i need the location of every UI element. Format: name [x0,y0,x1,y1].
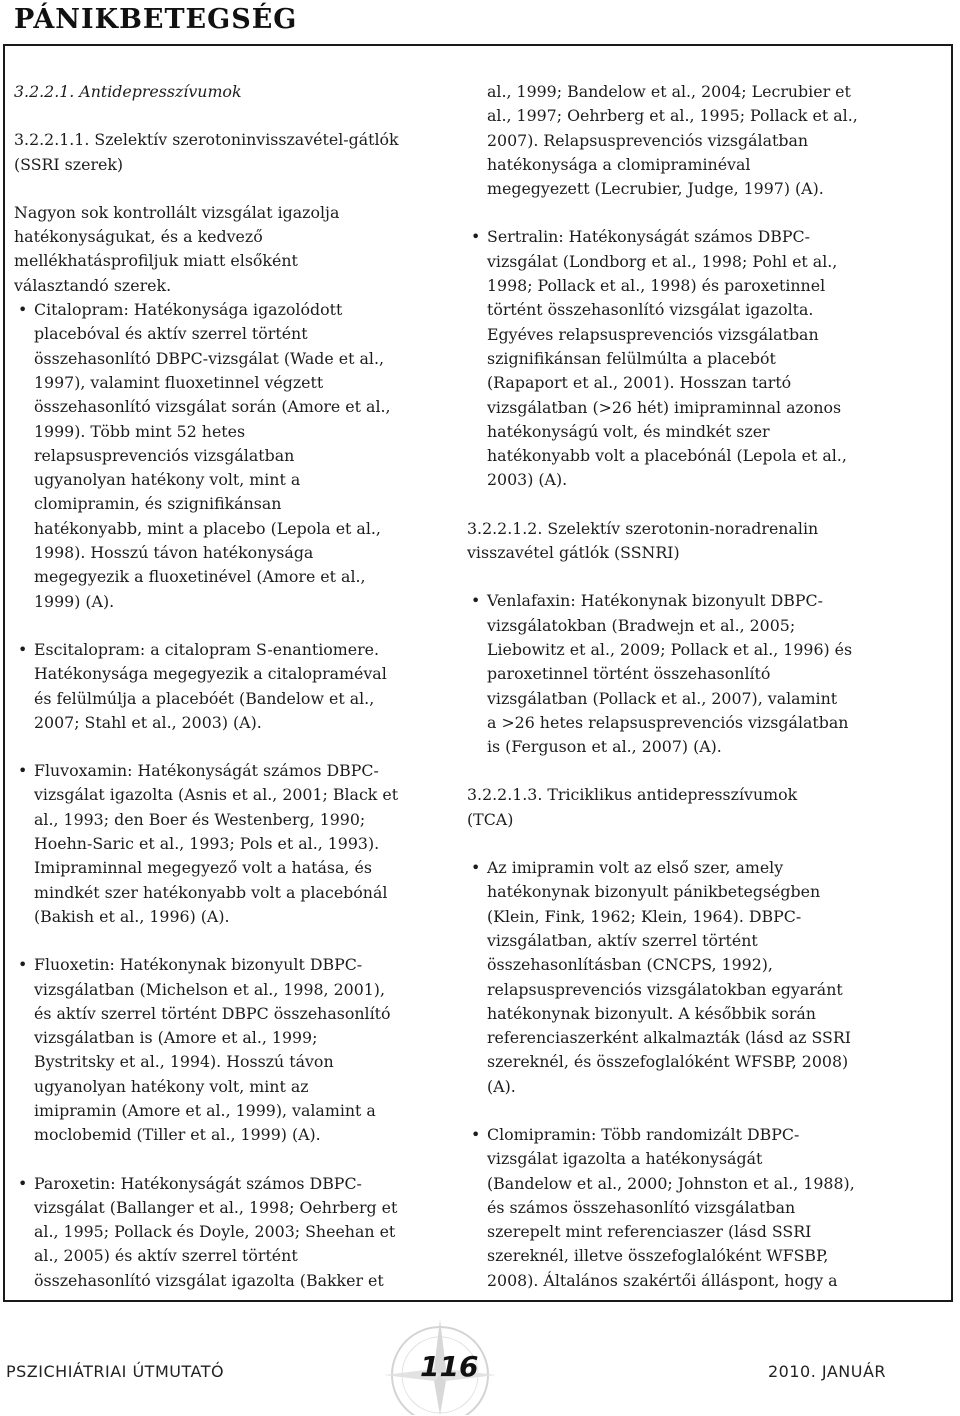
page-number: 116 [420,1350,479,1383]
section-heading-ssri: 3.2.2.1.1. Szelektív szerotoninvisszavétel-gátlók (SSRI szerek) [14,130,399,174]
bullet-venlafaxin: • Venlafaxin: Hatékonynak bizonyult DBPC- vizsgálatokban (Bradwejn et al., 2005; Liebowitz et al., 2009; Pollack et al., 1996) és paroxetinnel történt összehasonlító vizsgálatban (Pollack et al., 2007), valamint a >26 hetes relapsusprevenciós vizsgálatban is (Ferguson et al., 2007) (A). [467,589,945,759]
section-heading-antidepressants: 3.2.2.1. Antidepresszívumok [14,82,242,101]
page-header [8,0,952,44]
paroxetin-continuation: al., 1999; Bandelow et al., 2004; Lecrubier et al., 1997; Oehrberg et al., 1995; Pollack et al., 2007). Relapsusprevenciós vizsgálatban hatékonysága a clomipraminéval megegyezett (Lecrubier, Judge, 1997) (A). [487,82,858,199]
left-column [14,80,454,1293]
bullet-escitalopram: • Escitalopram: a citalopram S-enantiomere. Hatékonysága megegyezik a citalopraméval és felülmúlja a placebóét (Bandelow et al., 2007; Stahl et al., 2003) (A). [14,638,454,735]
bullet-sertralin: • Sertralin: Hatékonyságát számos DBPC- vizsgálat (Londborg et al., 1998; Pohl et al., 1998; Pollack et al., 1998) és paroxetinnel történt összehasonlító vizsgálat igazolta. Egyéves relapsusprevenciós vizsgálatban szignifikánsan felülmúlta a placebót (Rapaport et al., 2001). Hosszan tartó vizsgálatban (>26 hét) imipraminnal azonos hatékonyságú volt, és mindkét szer hatékonyabb volt a placebónál (Lepola et al., 2003) (A). [467,225,945,492]
intro-paragraph: Nagyon sok kontrollált vizsgálat igazolja hatékonyságukat, és a kedvező mellékhatásprofiljuk miatt elsőként választandó szerek. [14,202,340,295]
section-heading-snri: 3.2.2.1.2. Szelektív szerotonin-noradrenalin visszavétel gátlók (SSNRI) [467,518,819,563]
bullet-citalopram: • Citalopram: Hatékonysága igazolódott placebóval és aktív szerrel történt összehasonlító DBPC-vizsgálat (Wade et al., 1997), valamint fluoxetinnel végzett összehasonlító vizsgálat során (Amore et al., 1999). Több mint 52 hetes relapsusprevenciós vizsgálatban ugyanolyan hatékony volt, mint a clomipramin, és szignifikánsan hatékonyabb, mint a placebo (Lepola et al., 1998). Hosszú távon hatékonysága megegyezik a fluoxetinével (Amore et al., 1999) (A). [14,298,454,614]
footer-publication: PSZICHIÁTRIAI ÚTMUTATÓ [6,1362,225,1381]
bullet-fluvoxamin: • Fluvoxamin: Hatékonyságát számos DBPC- vizsgálat igazolta (Asnis et al., 2001; Black et al., 1993; den Boer és Westenberg, 1990; Hoehn-Saric et al., 1993; Pols et al., 1993). Imipraminnal megegyező volt a hatása, és mindkét szer hatékonyabb volt a placebónál (Bakish et al., 1996) (A). [14,759,454,929]
right-column [467,80,945,1293]
bullet-clomipramin: • Clomipramin: Több randomizált DBPC- vizsgálat igazolta a hatékonyságát (Bandelow et al., 2000; Johnston et al., 1988), és számos összehasonlító vizsgálatban szerepelt mint referenciaszer (lásd SSRI szereknél, illetve összefoglalóként WFSBP, 2008). Általános szakértői álláspont, hogy a [467,1123,945,1293]
bullet-imipramin: • Az imipramin volt az első szer, amely hatékonynak bizonyult pánikbetegségben (Klein, Fink, 1962; Klein, 1964). DBPC- vizsgálatban, aktív szerrel történt összehasonlításban (CNCPS, 1992), relapsusprevenciós vizsgálatokban egyaránt hatékonynak bizonyult. A későbbik során referenciaszerként alkalmazták (lásd az SSRI szereknél, és összefoglalóként WFSBP, 2008) (A). [467,856,945,1099]
section-heading-tca: 3.2.2.1.3. Triciklikus antidepresszívumok (TCA) [467,785,798,829]
bullet-paroxetin: • Paroxetin: Hatékonyságát számos DBPC- vizsgálat (Ballanger et al., 1998; Oehrberg et al., 1995; Pollack és Doyle, 2003; Sheehan et al., 2005) és aktív szerrel történt összehasonlító vizsgálat igazolta (Bakker et [14,1172,454,1293]
footer-date: 2010. JANUÁR [768,1362,887,1381]
page-title: PÁNIKBETEGSÉG [14,4,298,35]
bullet-fluoxetin: • Fluoxetin: Hatékonynak bizonyult DBPC- vizsgálatban (Michelson et al., 1998, 2001), és aktív szerrel történt DBPC összehasonlító vizsgálatban is (Amore et al., 1999; Bystritsky et al., 1994). Hosszú távon ugyanolyan hatékony volt, mint az imipramin (Amore et al., 1999), valamint a moclobemid (Tiller et al., 1999) (A). [14,953,454,1147]
